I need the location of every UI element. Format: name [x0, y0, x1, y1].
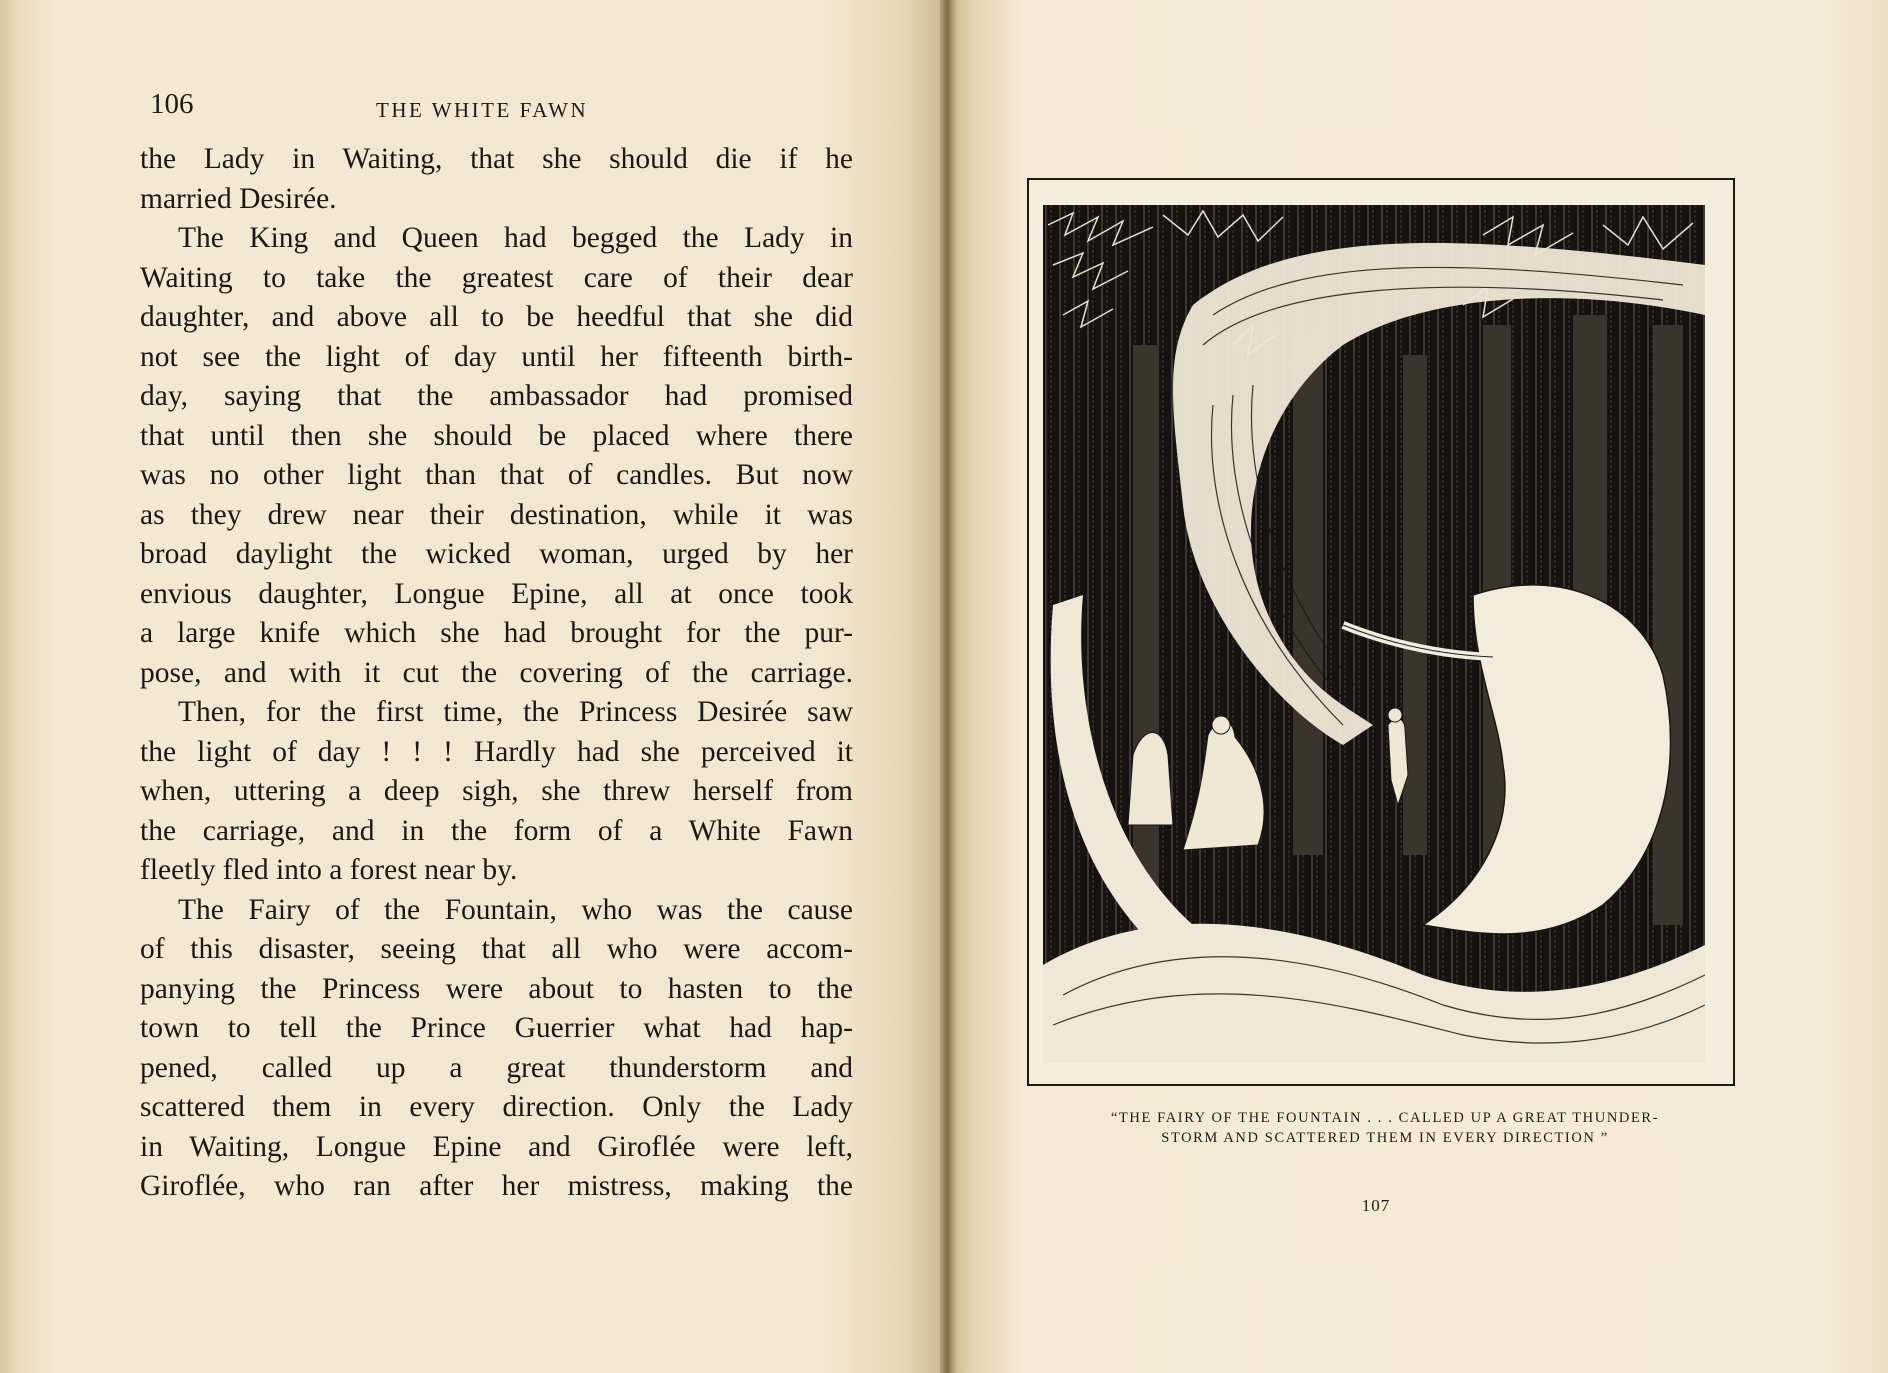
text-line: in Waiting, Longue Epine and Giroflée were left,: [140, 1130, 853, 1163]
text-line: Waiting to take the greatest care of their dear: [140, 261, 853, 294]
text-line: the light of day ! ! ! Hardly had she perceived it: [140, 735, 853, 768]
text-line: the carriage, and in the form of a White Fawn: [140, 814, 853, 847]
text-line: pened, called up a great thunderstorm and: [140, 1051, 853, 1084]
text-line: The King and Queen had begged the Lady in: [178, 222, 853, 254]
caption-line-2: STORM AND SCATTERED THEM IN EVERY DIRECTION ”: [1161, 1130, 1609, 1146]
text-line: was no other light than that of candles. But now: [140, 459, 853, 491]
text-line: a large knife which she had brought for the pur-: [140, 617, 853, 649]
text-line: Then, for the first time, the Princess Desirée saw: [178, 696, 853, 728]
book-gutter: [940, 0, 956, 1373]
text-line: that until then she should be placed where there: [140, 419, 853, 452]
text-line: panying the Princess were about to hasten to the: [140, 972, 853, 1005]
text-line: daughter, and above all to be heedful that she did: [140, 301, 853, 333]
page-number-left: 106: [150, 88, 194, 120]
text-line: Giroflée, who ran after her mistress, making the: [140, 1170, 853, 1202]
text-line: not see the light of day until her fifteenth birth-: [140, 340, 853, 373]
text-line: pose, and with it cut the covering of the carriage.: [140, 656, 853, 689]
text-line: scattered them in every direction. Only the Lady: [140, 1091, 853, 1123]
text-line: as they drew near their destination, while it was: [140, 498, 853, 531]
body-text: [140, 140, 853, 1207]
text-line: married Desirée.: [140, 182, 337, 215]
running-title: THE WHITE FAWN: [376, 98, 589, 122]
text-line: town to tell the Prince Guerrier what had hap-: [140, 1012, 853, 1044]
illustration-caption: [1000, 1108, 1770, 1148]
illustration-fairy-thunderstorm: [1043, 205, 1705, 1063]
text-line: fleetly fled into a forest near by.: [140, 854, 518, 886]
caption-line-1: “THE FAIRY OF THE FOUNTAIN . . . CALLED UP A GREAT THUNDER-: [1110, 1110, 1660, 1126]
running-head: [150, 88, 850, 128]
page-number-right: 107: [1361, 1196, 1391, 1215]
text-line: The Fairy of the Fountain, who was the cause: [178, 893, 853, 926]
text-line: of this disaster, seeing that all who were accom-: [140, 933, 853, 965]
text-line: day, saying that the ambassador had promised: [140, 380, 853, 412]
text-line: broad daylight the wicked woman, urged by her: [140, 538, 853, 570]
text-line: envious daughter, Longue Epine, all at once took: [140, 577, 853, 610]
text-line: the Lady in Waiting, that she should die if he: [140, 143, 853, 175]
text-line: when, uttering a deep sigh, she threw herself from: [140, 775, 853, 807]
